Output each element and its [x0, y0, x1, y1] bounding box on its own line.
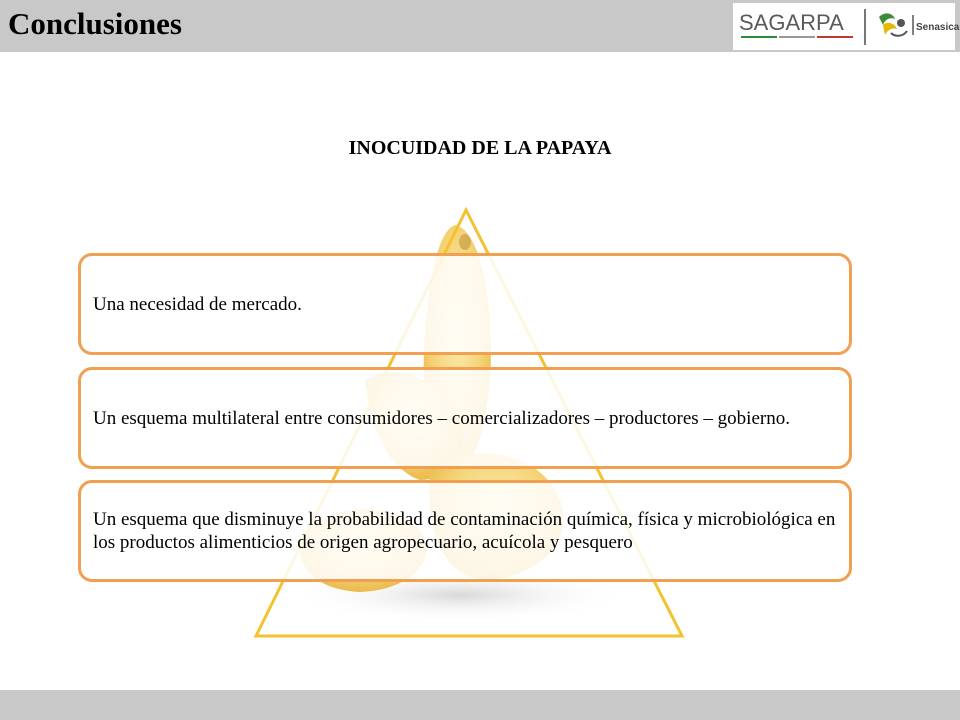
pyramid-level-1 — [78, 253, 852, 355]
footer-bar — [0, 690, 960, 720]
pyramid-level-3-text: Un esquema que disminuye la probabilidad de contaminación química, física y microbiológica en los productos alimenticios de origen agropecuario, acuícola y pesquero — [93, 509, 836, 553]
senasica-logo: Senasica — [916, 22, 960, 33]
pyramid-level-2-text: Un esquema multilateral entre consumidores – comercializadores – productores – gobierno. — [93, 407, 790, 429]
pyramid-level-2 — [78, 367, 852, 469]
page-title: Conclusiones — [8, 6, 182, 41]
diagram-title: INOCUIDAD DE LA PAPAYA — [348, 137, 612, 159]
pyramid-level-3 — [78, 480, 852, 582]
pyramid-level-1-text: Una necesidad de mercado. — [93, 293, 302, 315]
sagarpa-logo: SAGARPA — [739, 10, 844, 35]
